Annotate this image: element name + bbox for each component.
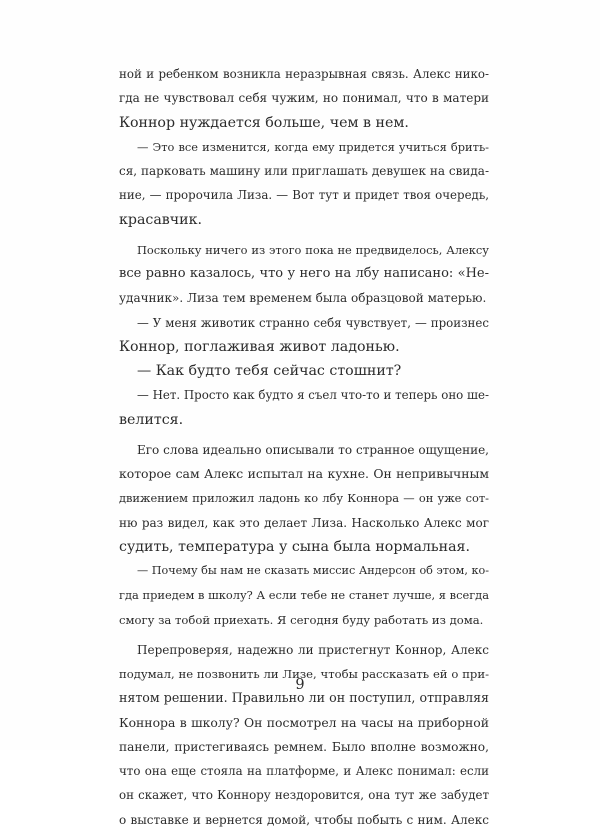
text-line-11: — У меня животик странно себя чувствует, — произнес bbox=[137, 315, 489, 330]
text-line-12: Коннор, поглаживая живот ладонью. bbox=[119, 338, 400, 355]
text-line-18: движением приложил ладонь ко лбу Коннора — он уже сот- bbox=[119, 491, 489, 506]
text-line-6: ние, — пророчила Лиза. — Вот тут и придет твоя очередь, bbox=[119, 188, 489, 203]
text-line-22: гда приедем в школу? А если тебе не станет лучше, я всегда bbox=[119, 588, 489, 603]
text-line-10: удачник». Лиза тем временем была образцовой матерью. bbox=[119, 291, 487, 306]
text-line-16: Его слова идеально описывали то странное ощущение, bbox=[137, 442, 489, 457]
text-line-17: которое сам Алекс испытал на кухне. Он непривычным bbox=[119, 466, 489, 481]
text-line-25: подумал, не позвонить ли Лизе, чтобы рассказать ей о при- bbox=[119, 667, 489, 681]
text-line-15: велится. bbox=[119, 411, 184, 428]
text-line-13: — Как будто тебя сейчас стошнит? bbox=[137, 363, 402, 379]
text-line-14: — Нет. Просто как будто я съел что-то и теперь оно ше- bbox=[137, 388, 489, 403]
text-line-21: — Почему бы нам не сказать миссис Андерсон об этом, ко- bbox=[137, 564, 489, 577]
text-line-20: судить, температура у сына была нормальная. bbox=[119, 538, 471, 555]
text-line-5: ся, парковать машину или приглашать девушек на свида- bbox=[119, 164, 489, 178]
text-line-19: ню раз видел, как это делает Лиза. Насколько Алекс мог bbox=[119, 515, 489, 530]
page-number: 9 bbox=[295, 677, 305, 693]
text-line-27: Коннора в школу? Он посмотрел на часы на приборной bbox=[119, 714, 489, 730]
text-line-24: Перепроверяя, надежно ли пристегнут Коннор, Алекс bbox=[137, 642, 489, 657]
text-line-2: гда не чувствовал себя чужим, но понимал, что в матери bbox=[119, 91, 489, 106]
text-line-1: ной и ребенком возникла неразрывная связь. Алекс нико- bbox=[119, 67, 489, 81]
text-line-31: о выставке и вернется домой, чтобы побыть с ним. Алекс bbox=[119, 812, 489, 827]
text-line-23: смогу за тобой приехать. Я сегодня буду работать из дома. bbox=[119, 612, 484, 627]
text-line-8: Поскольку ничего из этого пока не предвиделось, Алексу bbox=[137, 242, 489, 257]
text-line-28: панели, пристегиваясь ремнем. Было вполне возможно, bbox=[119, 739, 489, 754]
text-line-9: все равно казалось, что у него на лбу написано: «Не- bbox=[119, 266, 489, 281]
text-line-4: — Это все изменится, когда ему придется учиться брить- bbox=[137, 139, 489, 154]
text-line-29: что она еще стояла на платформе, и Алекс понимал: если bbox=[119, 764, 489, 778]
page-text bbox=[119, 62, 489, 832]
text-line-3: Коннор нуждается больше, чем в нем. bbox=[119, 114, 409, 131]
text-line-7: красавчик. bbox=[119, 211, 203, 228]
text-line-26: нятом решении. Правильно ли он поступил, отправляя bbox=[119, 690, 489, 706]
text-line-30: он скажет, что Коннору нездоровится, она тут же забудет bbox=[119, 788, 489, 803]
